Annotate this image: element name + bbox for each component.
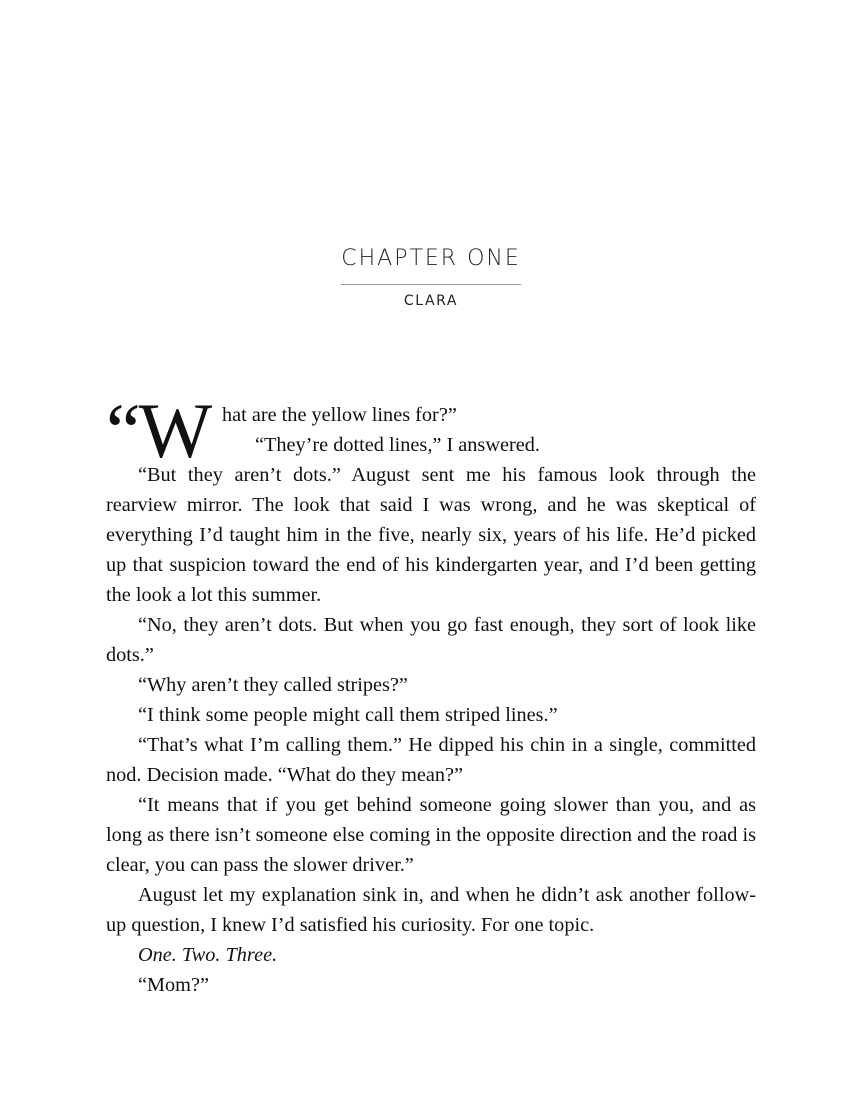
drop-cap: “W: [106, 387, 211, 474]
opening-line: hat are the yellow lines for?”: [222, 404, 457, 426]
opening-dialogue: [106, 387, 756, 474]
opening-reply: “They’re dotted lines,” I answered.: [255, 434, 540, 456]
paragraph: “Why aren’t they called stripes?”: [138, 674, 408, 696]
paragraph: “But they aren’t dots.” August sent me his famous look through the rearview mirror. The look that said I was wrong, and he was skeptical of everything I’d taught him in the five, nearly six, years of his life. He’d picked up that suspicion toward the end of his kindergarten year, and I’d been getting the look a lot this summer.: [106, 464, 756, 606]
paragraph: “It means that if you get behind someone going slower than you, and as long as there isn’t someone else coming in the opposite direction and the road is clear, you can pass the slower driver.”: [106, 794, 756, 876]
chapter-heading: [0, 244, 862, 309]
paragraph: “Mom?”: [138, 974, 209, 996]
paragraph: “No, they aren’t dots. But when you go fast enough, they sort of look like dots.”: [106, 614, 756, 666]
chapter-pov-name: CLARA: [403, 293, 459, 309]
chapter-body: [106, 387, 756, 1000]
italic-paragraph: One. Two. Three.: [138, 944, 278, 966]
paragraph: “That’s what I’m calling them.” He dipped his chin in a single, committed nod. Decision made. “What do they mean?”: [106, 734, 756, 786]
paragraph: “I think some people might call them striped lines.”: [138, 704, 558, 726]
chapter-title: CHAPTER ONE: [341, 244, 521, 285]
paragraph: August let my explanation sink in, and when he didn’t ask another follow-up question, I knew I’d satisfied his curiosity. For one topic.: [106, 884, 756, 936]
